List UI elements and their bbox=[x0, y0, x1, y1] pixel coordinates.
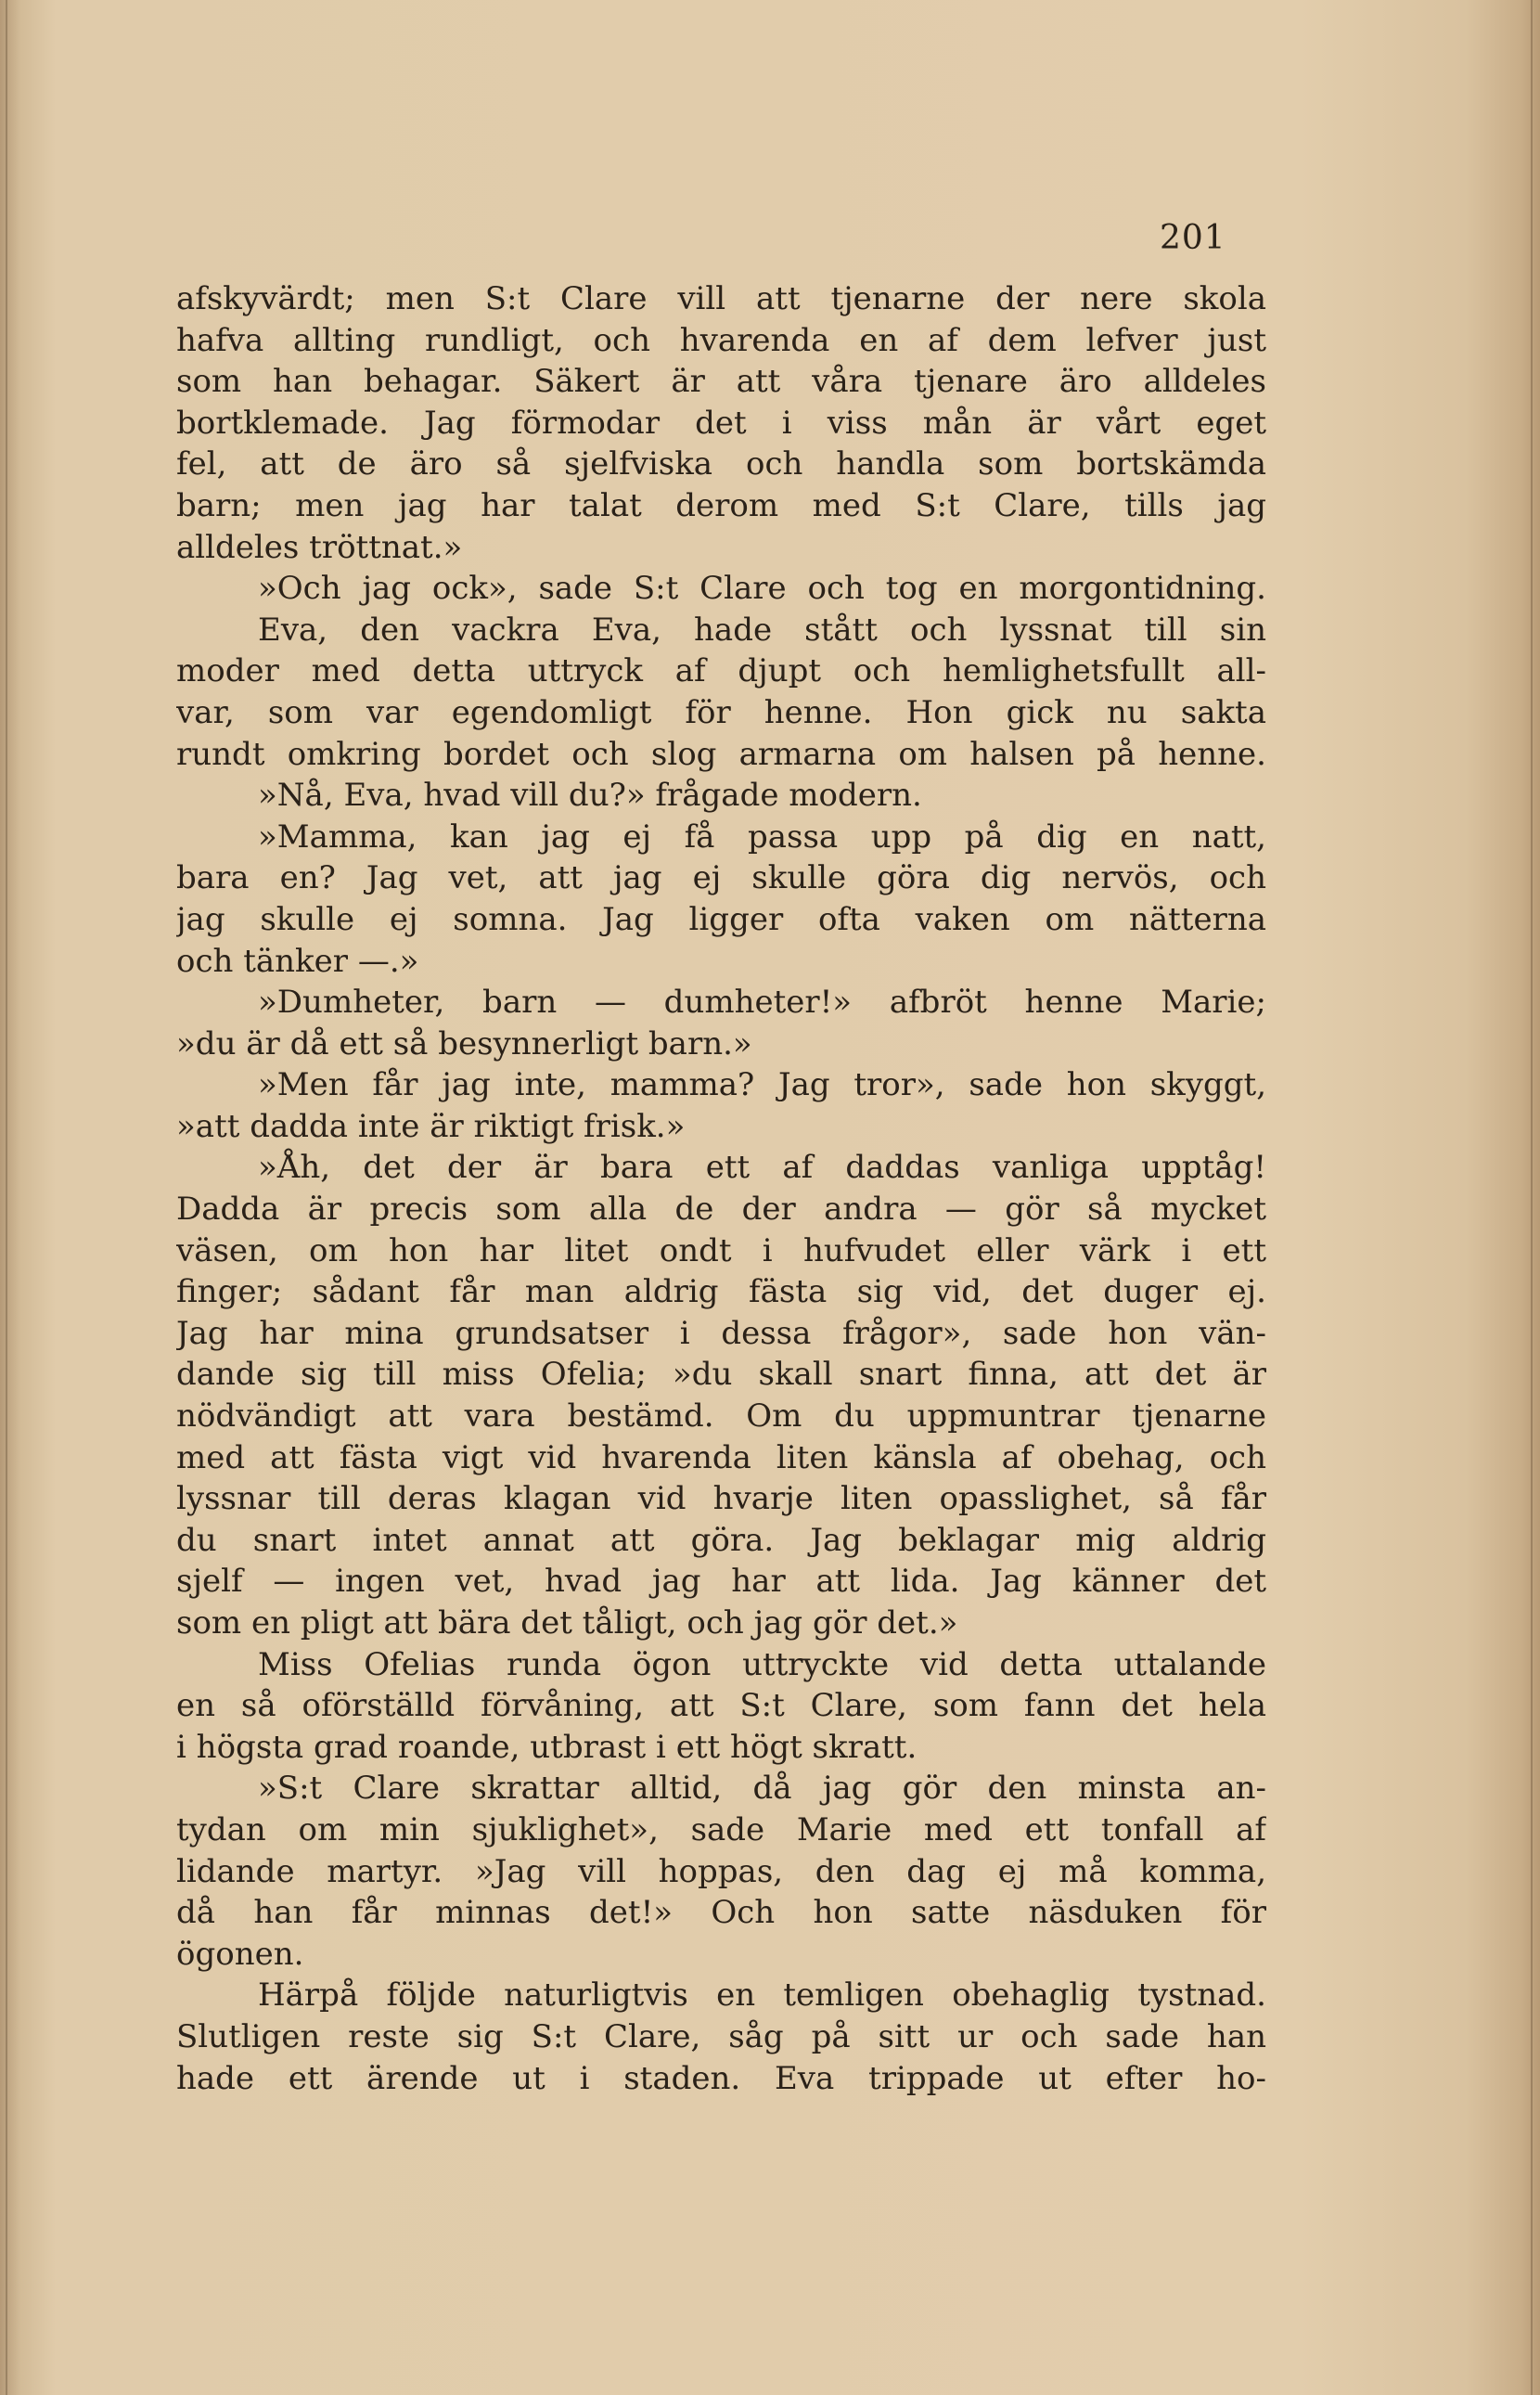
text-line: Miss Ofelias runda ögon uttryckte vid detta uttalande bbox=[258, 1645, 1266, 1683]
page-number: 201 bbox=[1160, 219, 1226, 257]
text-line: och tänker —.» bbox=[176, 942, 419, 980]
text-line: »Åh, det der är bara ett af daddas vanliga upptåg! bbox=[258, 1149, 1266, 1187]
text-line: väsen, om hon har litet ondt i hufvudet eller värk i ett bbox=[176, 1231, 1266, 1269]
text-line: tydan om min sjuklighet», sade Marie med ett tonfall af bbox=[176, 1810, 1266, 1848]
text-line: »Och jag ock», sade S:t Clare och tog en morgontidning. bbox=[258, 570, 1266, 608]
text-line: »S:t Clare skrattar alltid, då jag gör den minsta an- bbox=[258, 1770, 1266, 1808]
text-line: Eva, den vackra Eva, hade stått och lyssnat till sin bbox=[258, 611, 1266, 649]
text-line: en så oförställd förvåning, att S:t Clare, som fann det hela bbox=[176, 1687, 1266, 1725]
text-line: afskyvärdt; men S:t Clare vill att tjenarne der nere skola bbox=[176, 280, 1266, 317]
text-line: du snart intet annat att göra. Jag beklagar mig aldrig bbox=[176, 1521, 1266, 1559]
text-line: »att dadda inte är riktigt frisk.» bbox=[176, 1107, 686, 1145]
text-line: då han får minnas det!» Och hon satte näsduken för bbox=[176, 1894, 1266, 1932]
text-line: alldeles tröttnat.» bbox=[176, 528, 463, 566]
text-line: dande sig till miss Ofelia; »du skall snart finna, att det är bbox=[176, 1356, 1266, 1394]
text-line: »Nå, Eva, hvad vill du?» frågade modern. bbox=[258, 777, 922, 815]
text-line: finger; sådant får man aldrig fästa sig vid, det duger ej. bbox=[176, 1273, 1266, 1311]
text-line: med att fästa vigt vid hvarenda liten känsla af obehag, och bbox=[176, 1438, 1266, 1476]
text-line: Slutligen reste sig S:t Clare, såg på sitt ur och sade han bbox=[176, 2017, 1266, 2055]
text-line: nödvändigt att vara bestämd. Om du uppmuntrar tjenarne bbox=[176, 1397, 1266, 1436]
text-line: rundt omkring bordet och slog armarna om halsen på henne. bbox=[176, 735, 1266, 773]
text-line: fel, att de äro så sjelfviska och handla som bortskämda bbox=[176, 445, 1266, 483]
text-line: som en pligt att bära det tåligt, och jag gör det.» bbox=[176, 1604, 958, 1642]
text-line: ögonen. bbox=[176, 1935, 304, 1973]
text-line: »Men får jag inte, mamma? Jag tror», sade hon skyggt, bbox=[258, 1066, 1266, 1104]
text-line: barn; men jag har talat derom med S:t Clare, tills jag bbox=[176, 486, 1266, 524]
text-line: bortklemade. Jag förmodar det i viss mån är vårt eget bbox=[176, 404, 1266, 442]
text-line: »du är då ett så besynnerligt barn.» bbox=[176, 1024, 752, 1062]
text-line: lyssnar till deras klagan vid hvarje liten opasslighet, så får bbox=[176, 1480, 1266, 1518]
text-line: Dadda är precis som alla de der andra — gör så mycket bbox=[176, 1191, 1266, 1229]
text-line: sjelf — ingen vet, hvad jag har att lida. Jag känner det bbox=[176, 1563, 1266, 1601]
text-line: bara en? Jag vet, att jag ej skulle göra dig nervös, och bbox=[176, 859, 1266, 897]
text-line: hafva allting rundligt, och hvarenda en af dem lefver just bbox=[176, 321, 1266, 359]
right-page-edge bbox=[1531, 0, 1533, 2395]
left-page-edge bbox=[6, 0, 7, 2395]
text-line: hade ett ärende ut i staden. Eva trippade ut efter ho- bbox=[176, 2059, 1266, 2097]
text-line: moder med detta uttryck af djupt och hemlighetsfullt all- bbox=[176, 652, 1266, 690]
text-line: jag skulle ej somna. Jag ligger ofta vaken om nätterna bbox=[176, 900, 1266, 938]
text-line: »Dumheter, barn — dumheter!» afbröt henne Marie; bbox=[258, 984, 1266, 1022]
text-line: var, som var egendomligt för henne. Hon gick nu sakta bbox=[176, 693, 1266, 731]
text-line: lidande martyr. »Jag vill hoppas, den dag ej må komma, bbox=[176, 1852, 1266, 1890]
body-text bbox=[176, 278, 1266, 2099]
text-line: Jag har mina grundsatser i dessa frågor», sade hon vän- bbox=[176, 1314, 1266, 1352]
text-line: »Mamma, kan jag ej få passa upp på dig en natt, bbox=[258, 818, 1266, 856]
text-line: i högsta grad roande, utbrast i ett högt skratt. bbox=[176, 1728, 918, 1766]
text-line: som han behagar. Säkert är att våra tjenare äro alldeles bbox=[176, 363, 1266, 401]
text-line: Härpå följde naturligtvis en temligen obehaglig tystnad. bbox=[258, 1977, 1266, 2015]
